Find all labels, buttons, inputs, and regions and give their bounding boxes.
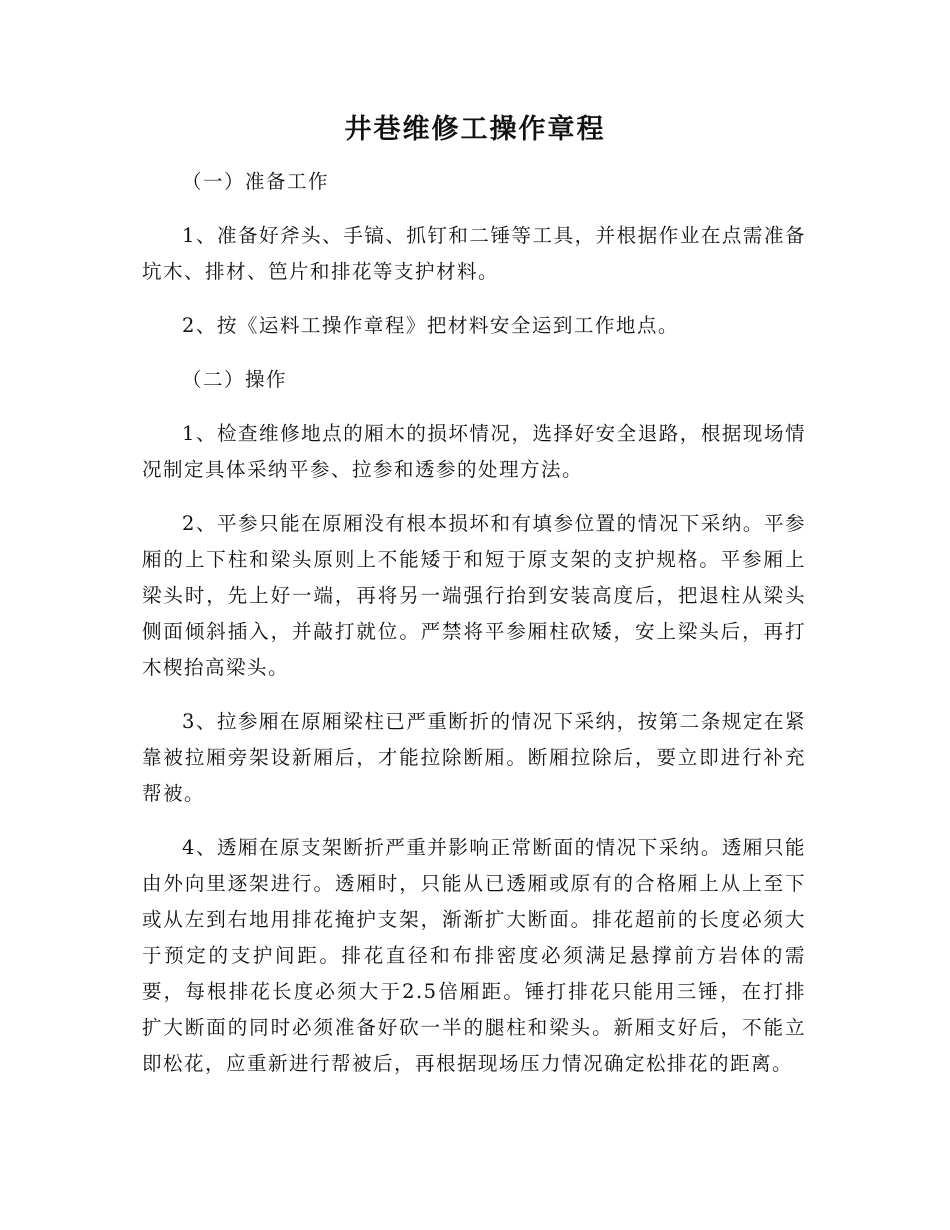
section-heading-operation: （二）操作 <box>182 368 288 391</box>
operation-item-1: 1、检查维修地点的厢木的损坏情况，选择好安全退路，根据现场情况制定具体采纳平参、拉参和透参的处理方法。 <box>142 422 806 481</box>
preparation-item-2: 2、按《运料工操作章程》把材料安全运到工作地点。 <box>182 314 679 337</box>
document-body <box>142 164 806 1100</box>
section-heading-preparation: （一）准备工作 <box>182 170 330 193</box>
operation-item-4: 4、透厢在原支架断折严重并影响正常断面的情况下采纳。透厢只能由外向里逐架进行。透厢时，只能从已透厢或原有的合格厢上从上至下或从左到右地用排花掩护支架，渐渐扩大断面。排花超前的长度必须大于预定的支护间距。排花直径和布排密度必须满足悬撑前方岩体的需要，每根排花长度必须大于2.5倍厢距。锤打排花只能用三锤，在打排扩大断面的同时必须准备好砍一半的腿柱和梁头。新厢支好后，不能立即松花，应重新进行帮被后，再根据现场压力情况确定松排花的距离。 <box>142 836 806 1075</box>
operation-item-2: 2、平参只能在原厢没有根本损坏和有填参位置的情况下采纳。平参厢的上下柱和梁头原则上不能矮于和短于原支架的支护规格。平参厢上梁头时，先上好一端，再将另一端强行抬到安装高度后，把退柱从梁头侧面倾斜插入，并敲打就位。严禁将平参厢柱砍矮，安上梁头后，再打木楔抬高梁头。 <box>142 512 806 679</box>
operation-item-3: 3、拉参厢在原厢梁柱已严重断折的情况下采纳，按第二条规定在紧靠被拉厢旁架设新厢后，才能拉除断厢。断厢拉除后，要立即进行补充帮被。 <box>142 710 806 805</box>
document-title: 井巷维修工操作章程 <box>344 114 606 145</box>
preparation-item-1: 1、准备好斧头、手镐、抓钉和二锤等工具，并根据作业在点需准备坑木、排材、笆片和排花等支护材料。 <box>142 224 806 283</box>
